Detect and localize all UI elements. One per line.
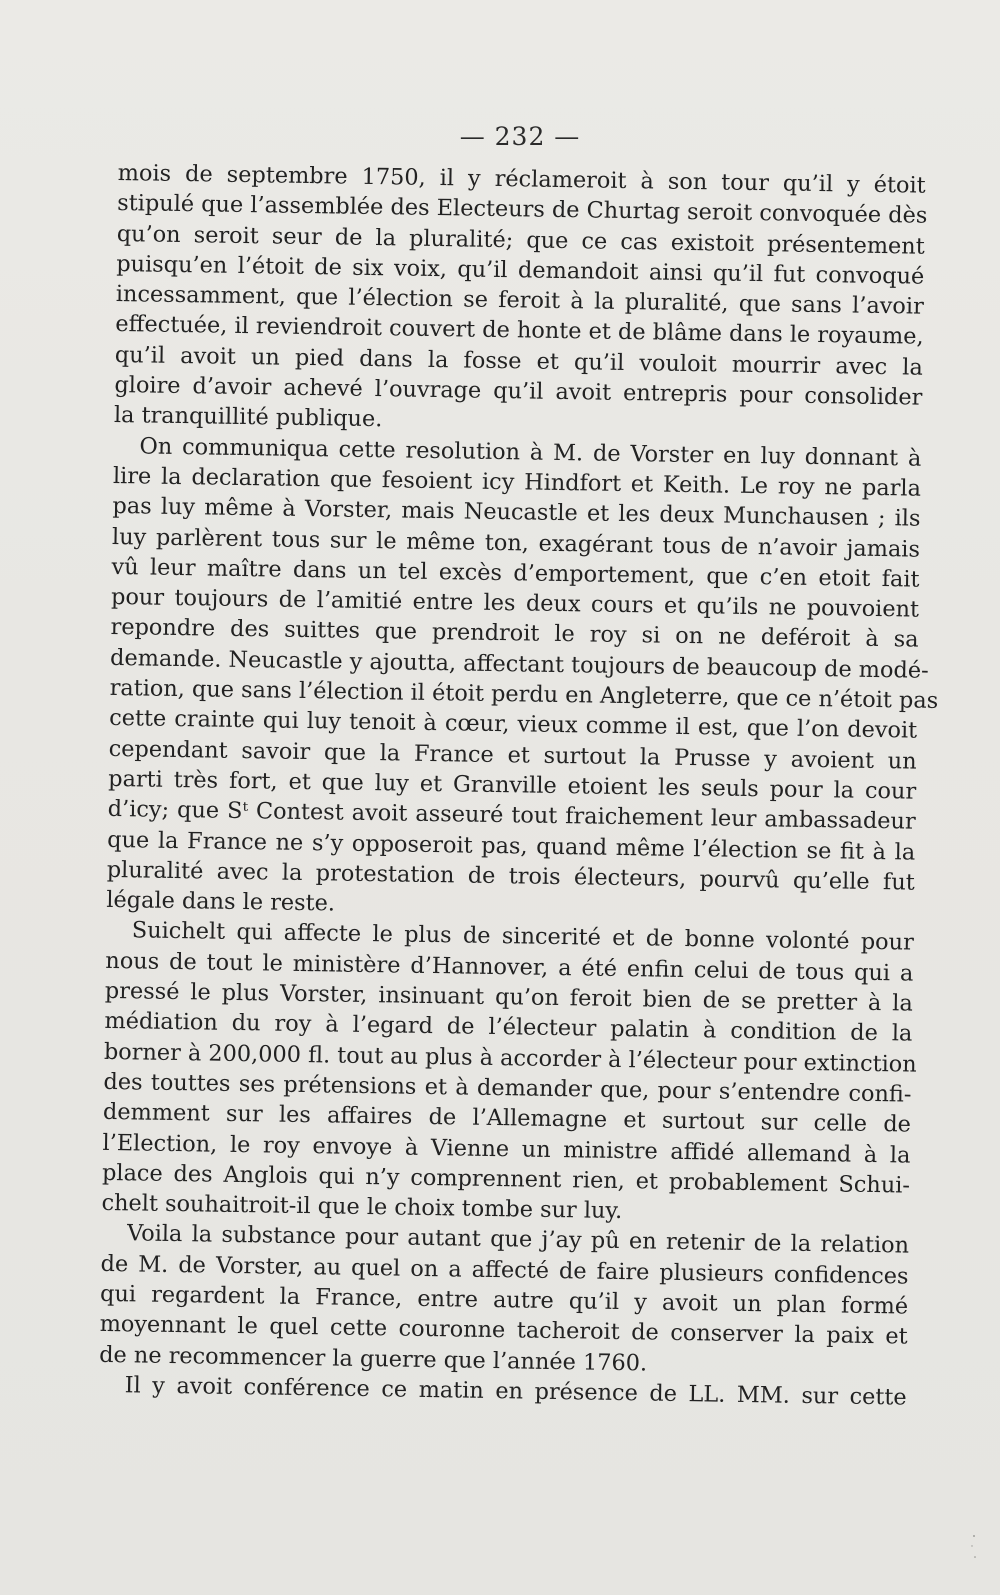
text-line: place des Anglois qui n’y comprennent rien, et probablement Schui- [101, 1159, 911, 1199]
text-line: des touttes ses prétensions et à demander que, pour s’entendre confi- [103, 1068, 912, 1108]
text-line: qui regardent la France, entre autre qu’il y avoit un plan formé [99, 1280, 909, 1320]
paragraph-2 [106, 431, 939, 928]
text-line: la tranquillité publique. [113, 402, 383, 433]
page-number: — 232 — [459, 122, 581, 151]
text-line: chelt souhaitroit-il que le choix tombe sur luy. [101, 1189, 623, 1225]
text-line: ration, que sans l’élection il étoit perdu en Angleterre, que ce n’étoit pas [109, 674, 939, 714]
text-line: pour toujours de l’amitié entre les deux cours et qu’ils ne pouvoient [110, 584, 920, 623]
text-line: nous de tout le ministère d’Hannover, a été enfin celui de tous qui a [105, 947, 914, 987]
paragraph-4 [99, 1218, 909, 1382]
text-line: parti très fort, et que luy et Granville etoient les seuls pour la cour [108, 765, 917, 805]
text-line: incessamment, que l’élection se feroit à la pluralité, que sans l’avoir [115, 281, 924, 320]
paragraph-3 [101, 915, 917, 1231]
text-line: demande. Neucastle y ajoutta, affectant toujours de beaucoup de modé- [109, 644, 929, 684]
text-line: effectuée, il reviendroit couvert de honte et de blâme dans le royaume, [115, 311, 924, 351]
text-line: Voila la substance pour autant que j’ay pû en retenir de la relation [126, 1220, 910, 1259]
text-line: qu’on seroit seur de la pluralité; que ce cas existoit présentement [116, 220, 925, 260]
text-line: légale dans le reste. [106, 887, 336, 917]
text-line: lire la declaration que fesoient icy Hindfort et Keith. Le roy ne parla [112, 462, 922, 502]
text-line: cependant savoir que la France et surtout la Prusse y avoient un [108, 735, 917, 775]
text-line: pas luy même à Vorster, mais Neucastle et les deux Munchausen ; ils [112, 493, 921, 532]
text-line: de ne recommencer la guerre que l’année 1760. [99, 1341, 648, 1377]
text-line: gloire d’avoir achevé l’ouvrage qu’il avoit entrepris pour consolider [114, 372, 923, 411]
text-line: qu’il avoit un pied dans la fosse et qu’il vouloit mourrir avec la [114, 341, 924, 381]
text-line: demment sur les affaires de l’Allemagne et surtout sur celle de [102, 1099, 912, 1138]
text-line: que la France ne s’y opposeroit pas, quand même l’élection se fit à la [107, 826, 916, 866]
text-line: stipulé que l’assemblée des Electeurs de Churtag seroit convoquée dès [117, 190, 928, 230]
text-line: moyennant le quel cette couronne tacheroit de conserver la paix et [99, 1311, 908, 1350]
text-line: repondre des suittes que prendroit le roy si on ne deféroit à sa [110, 614, 919, 654]
text-line: Suichelt qui affecte le plus de sincerité et de bonne volonté pour [131, 917, 914, 957]
text-line: pluralité avec la protestation de trois électeurs, pourvû qu’elle fut [106, 856, 915, 896]
text-line: de M. de Vorster, au quel on a affecté de faire plusieurs confidences [100, 1250, 909, 1290]
paragraph-1 [114, 158, 926, 443]
text-line: puisqu’en l’étoit de six voix, qu’il demandoit ainsi qu’il fut convoqué [116, 250, 925, 290]
text-line: borner à 200,000 fl. tout au plus à accorder à l’électeur pour extinction [103, 1038, 917, 1078]
body-text [98, 158, 939, 1413]
text-line: d’icy; que Sᵗ Contest avoit asseuré tout fraichement leur ambassadeur [107, 796, 916, 835]
text-line: médiation du roy à l’egard de l’électeur palatin à condition de la [104, 1008, 913, 1047]
text-line: On communiqua cette resolution à M. de Vorster en luy donnant à [139, 433, 922, 472]
text-line: mois de septembre 1750, il y réclameroit à son tour qu’il y étoit [117, 159, 926, 199]
text-line: Il y avoit conférence ce matin en présence de LL. MM. sur cette [124, 1372, 907, 1411]
text-line: cette crainte qui luy tenoit à cœur, vieux comme il est, que l’on devoit [108, 705, 918, 744]
paper-speck-marks [968, 1530, 980, 1570]
text-line: l’Election, le roy envoye à Vienne un ministre affidé allemand à la [102, 1129, 911, 1169]
text-line: vû leur maître dans un tel excès d’emportement, que c’en etoit fait [111, 553, 920, 593]
text-line: luy parlèrent tous sur le même ton, exagérant tous de n’avoir jamais [111, 523, 921, 563]
text-line: pressé le plus Vorster, insinuant qu’on feroit bien de se pretter à la [104, 977, 914, 1017]
